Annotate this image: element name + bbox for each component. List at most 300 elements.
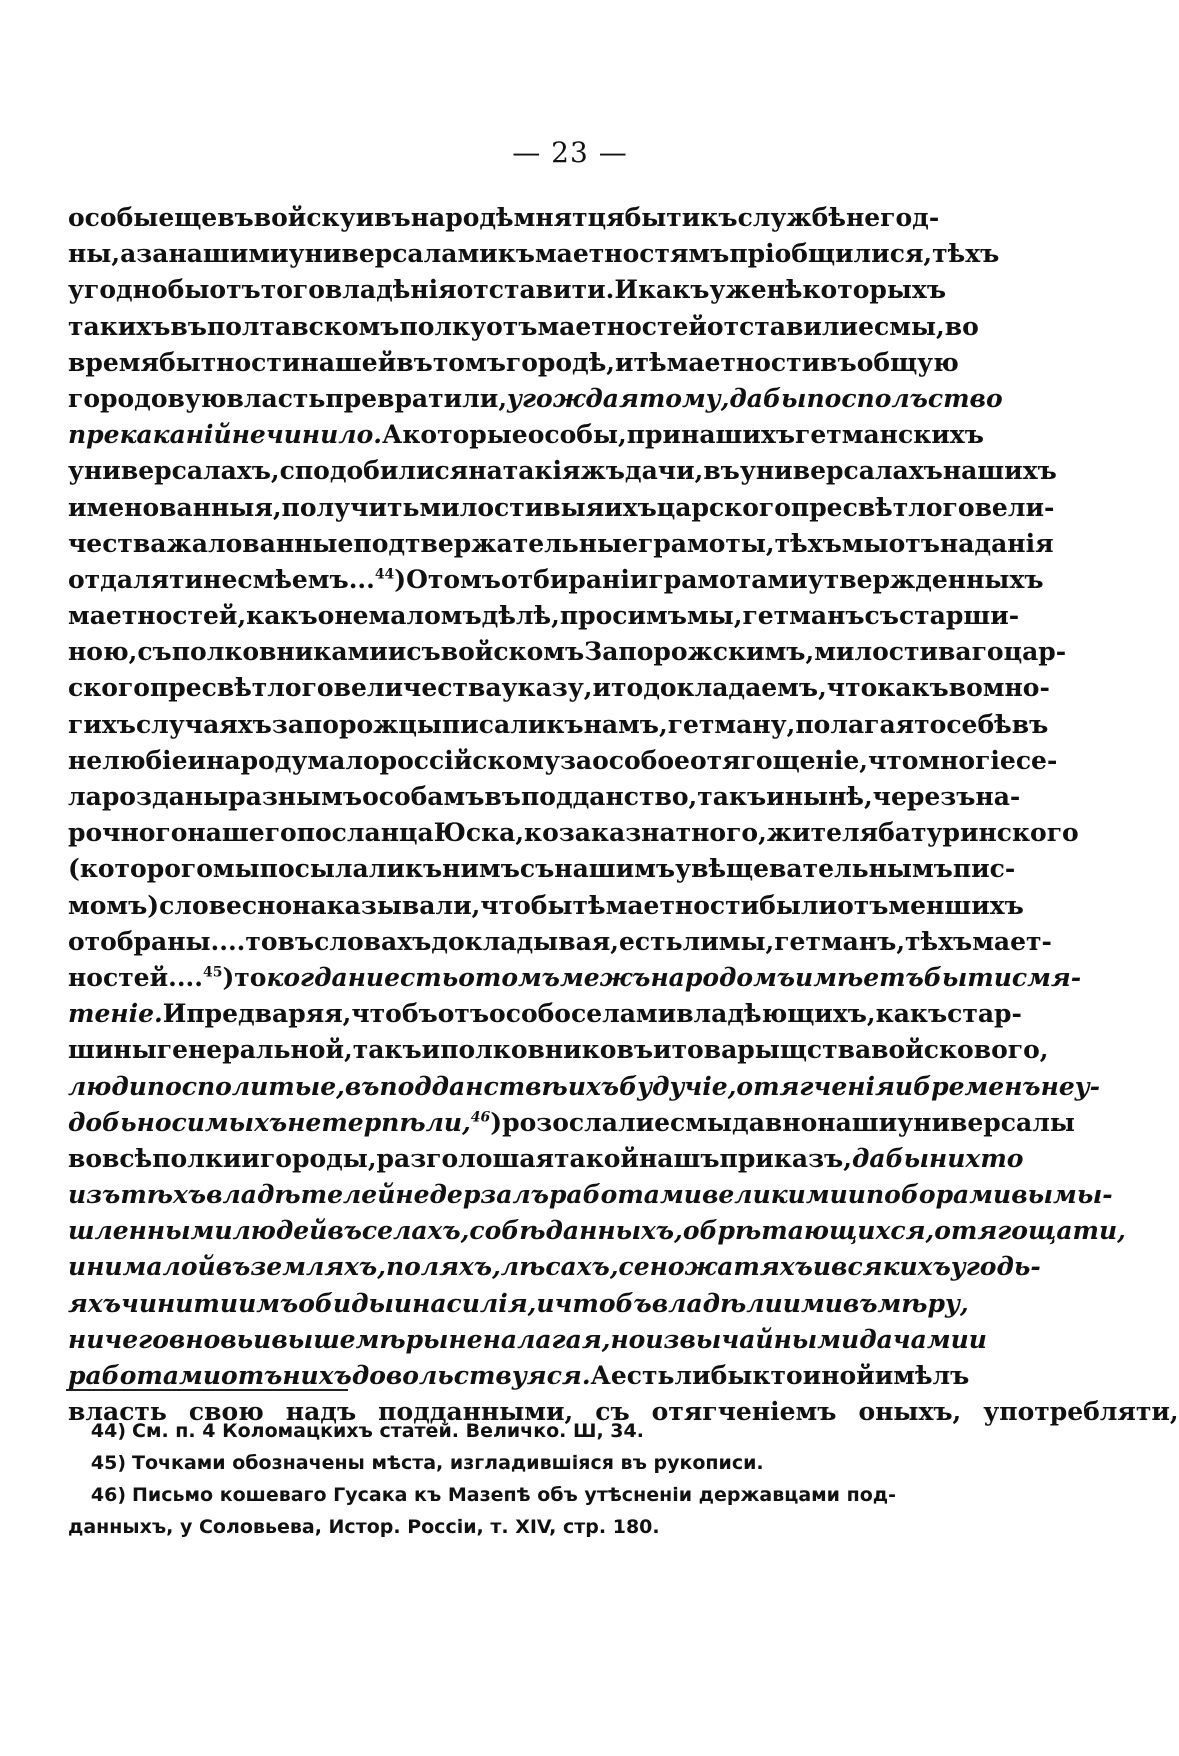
word-text: подданство, <box>520 782 698 811</box>
word-text: съ <box>137 637 172 667</box>
word-text: и <box>812 1252 832 1282</box>
word <box>68 1322 169 1358</box>
word <box>298 1286 394 1322</box>
word-text: владѣли <box>651 1288 783 1318</box>
word <box>700 200 737 236</box>
text-line <box>68 345 959 381</box>
word-text: городовую <box>68 383 227 413</box>
word-text: обиды <box>298 1288 394 1318</box>
word <box>458 960 475 996</box>
word-text: народу <box>206 745 308 775</box>
word <box>158 200 217 236</box>
word <box>775 526 842 562</box>
word-text: и <box>387 637 407 667</box>
word <box>560 960 651 996</box>
word <box>507 381 639 417</box>
footnote-ref[interactable]: 46 <box>470 1109 491 1126</box>
word <box>356 1322 449 1358</box>
word <box>266 960 347 996</box>
word <box>68 960 222 996</box>
word-text: войску <box>253 203 356 232</box>
word-text: съ <box>595 1397 630 1427</box>
footnote-line <box>68 1511 898 1543</box>
word-text: увѣщевательнымъ <box>675 854 953 884</box>
word-text: извычайными <box>645 1324 860 1354</box>
word <box>475 960 560 996</box>
word-text: власть <box>226 383 326 413</box>
word-text: и <box>847 1180 866 1210</box>
word <box>546 1213 683 1249</box>
word <box>877 670 948 706</box>
word-text: жителя <box>766 818 879 848</box>
word <box>422 1032 441 1068</box>
word <box>846 200 880 236</box>
word-text: пресвѣтлого <box>149 673 334 703</box>
word-text: словахъ <box>314 926 432 956</box>
word <box>168 272 210 308</box>
word <box>619 1249 813 1285</box>
word <box>206 1177 395 1213</box>
word-text: полковниковъ <box>440 1035 654 1065</box>
word <box>399 309 486 345</box>
word <box>68 1141 102 1177</box>
word-text: въ <box>820 347 857 377</box>
word <box>634 345 667 381</box>
word-text: превратили, <box>325 383 508 413</box>
word <box>68 634 137 670</box>
word <box>795 960 924 996</box>
word <box>237 562 394 598</box>
word <box>592 743 690 779</box>
word-text: нашими <box>168 239 289 269</box>
footnote-number: 45) <box>90 1452 126 1474</box>
word <box>68 526 167 562</box>
word <box>68 743 188 779</box>
word-text: подтвержательные <box>353 528 638 558</box>
word-text: и <box>653 1035 672 1065</box>
word-text: и <box>253 1324 272 1354</box>
word <box>314 924 431 960</box>
word-text: въ <box>277 926 315 956</box>
word <box>300 345 396 381</box>
word-text: тѣхъ <box>905 926 973 956</box>
text-line <box>68 888 1024 924</box>
word <box>68 924 245 960</box>
word <box>68 779 102 815</box>
footnote-text: Письмо кошеваго Гусака къ Мазепѣ объ утѣсненіи державцами под- <box>132 1484 897 1506</box>
word <box>865 598 899 634</box>
word-text: дабы <box>851 1143 930 1173</box>
word <box>266 417 382 453</box>
word <box>848 1177 866 1213</box>
word <box>975 490 1055 526</box>
word-text: не <box>845 203 881 232</box>
word-text: И <box>614 275 638 305</box>
word-text: народомъ <box>650 962 796 992</box>
word-text: на <box>468 456 503 486</box>
word-text: сподобилися <box>279 456 469 486</box>
word-text: такія <box>502 456 581 486</box>
word-text: въ <box>396 347 433 377</box>
word <box>703 453 740 489</box>
word-text: универсалы <box>897 1107 1075 1137</box>
text-line <box>68 924 1052 960</box>
word-text: употребляти, <box>983 1397 1179 1427</box>
word-text: власть <box>68 1397 167 1427</box>
word-text: маетностямъ <box>534 239 730 269</box>
word-text: отягощати, <box>934 1216 1126 1246</box>
word <box>506 345 615 381</box>
word <box>720 1141 852 1177</box>
text-line <box>68 417 984 453</box>
word <box>321 1105 490 1141</box>
word-text: бытности <box>158 347 301 377</box>
word <box>638 272 709 308</box>
word <box>852 1141 929 1177</box>
word <box>878 1286 969 1322</box>
word-text: и <box>355 203 375 232</box>
word-text: ихъ <box>567 1071 620 1101</box>
word-text: вели- <box>974 492 1055 522</box>
word-text: ими <box>782 1288 843 1318</box>
word-text: мает- <box>972 926 1052 956</box>
word <box>395 1177 429 1213</box>
word-text: отягощеніе, <box>689 745 868 775</box>
word <box>949 670 983 706</box>
text-line <box>68 309 979 345</box>
word-text: имѣетъ <box>795 962 924 992</box>
word <box>157 1032 353 1068</box>
word <box>213 851 260 887</box>
footnote-text: данныхъ, у Соловьева, Истор. Россіи, т. XIV, стр. 180. <box>68 1516 660 1538</box>
word <box>681 417 795 453</box>
word <box>351 996 437 1032</box>
word <box>929 1141 1023 1177</box>
word <box>121 1286 238 1322</box>
footnote-line <box>68 1479 898 1511</box>
word <box>245 924 277 960</box>
word <box>396 345 433 381</box>
word <box>943 453 1057 489</box>
word-text: особы, <box>527 420 627 450</box>
word <box>228 779 362 815</box>
word <box>946 707 1011 743</box>
word-text: томъ <box>427 564 501 594</box>
word <box>394 1286 412 1322</box>
word-text: гетманъ, <box>774 926 906 956</box>
text-line <box>68 562 1044 598</box>
word <box>873 779 976 815</box>
word-text: чинити <box>120 1288 239 1318</box>
word-text: что <box>867 745 919 775</box>
word <box>625 453 703 489</box>
word <box>932 236 999 272</box>
word <box>442 851 520 887</box>
word-text: ною, <box>68 637 138 667</box>
word <box>537 309 706 345</box>
word-text: отъ <box>221 1361 283 1390</box>
word-text: быти <box>923 962 1012 992</box>
word <box>606 888 760 924</box>
word <box>68 200 158 236</box>
word-text: нихъ <box>282 1361 352 1390</box>
word <box>653 1032 672 1068</box>
word <box>783 1286 843 1322</box>
word <box>374 200 411 236</box>
word <box>707 309 858 345</box>
footnotes <box>68 1415 898 1543</box>
word-text: отъ <box>437 999 490 1029</box>
word-text: наказывали, <box>292 890 481 920</box>
text-line <box>68 1069 1101 1105</box>
word <box>282 490 420 526</box>
word <box>68 1105 137 1141</box>
word-text: ) <box>490 1107 503 1137</box>
word-text: при <box>626 420 682 450</box>
word <box>625 200 701 236</box>
text-line <box>68 598 1020 634</box>
word <box>843 1286 878 1322</box>
word <box>683 924 719 960</box>
word-text: то <box>234 962 267 992</box>
text-line <box>68 670 1050 706</box>
word-text: лѣсахъ, <box>500 1252 619 1282</box>
word-text: нашей <box>300 347 397 377</box>
word <box>528 417 627 453</box>
word-text: въ <box>374 203 411 232</box>
word <box>261 272 325 308</box>
word-text: чтобы <box>480 890 573 920</box>
word-text: мы, <box>686 601 743 631</box>
word <box>412 1286 536 1322</box>
word <box>584 707 668 743</box>
word <box>795 707 914 743</box>
word-text: полтавскомъ <box>206 311 400 341</box>
text-line <box>68 236 1000 272</box>
word <box>431 924 619 960</box>
word-text: есмы <box>654 1107 733 1137</box>
word-text: особамъ <box>362 782 485 811</box>
text-line <box>68 1322 987 1358</box>
word-text: есмы, <box>858 311 945 341</box>
word <box>842 526 889 562</box>
text-line <box>68 200 940 236</box>
word-text: а <box>120 239 137 269</box>
word-text: работами <box>68 1361 222 1390</box>
word-text: нынѣ, <box>784 782 873 811</box>
word-text: писали <box>441 709 547 739</box>
word-text: мы, <box>718 926 775 956</box>
footnote-line <box>68 1447 898 1479</box>
word-text: посылали <box>259 854 405 884</box>
word-text: цар- <box>1003 637 1067 667</box>
word-text: о <box>458 962 475 992</box>
word-text: мнятця <box>513 203 625 232</box>
word <box>469 1213 545 1249</box>
word <box>813 1249 831 1285</box>
word <box>866 1177 1011 1213</box>
word-text: есть <box>618 926 683 956</box>
word <box>913 1069 1041 1105</box>
word-text: И <box>162 999 187 1029</box>
word <box>68 236 120 272</box>
word <box>433 345 506 381</box>
word <box>876 996 947 1032</box>
word <box>388 634 407 670</box>
word <box>206 743 307 779</box>
text-line <box>68 1249 1041 1285</box>
word-text: работами <box>548 1180 702 1210</box>
word-text: то <box>245 926 278 956</box>
word <box>549 1177 702 1213</box>
word <box>227 381 326 417</box>
word-text: не <box>395 1180 430 1210</box>
word <box>947 996 1022 1032</box>
word <box>384 960 458 996</box>
word-text: жалованные <box>166 528 354 558</box>
word <box>68 1286 121 1322</box>
word <box>484 779 521 815</box>
text-line <box>68 1141 1024 1177</box>
word <box>711 1358 753 1394</box>
word-text: мѣры <box>355 1324 449 1354</box>
word <box>356 200 375 236</box>
word <box>657 490 791 526</box>
word <box>676 996 875 1032</box>
word-text: полагая <box>795 709 915 739</box>
word-text: милостивыя <box>419 492 605 522</box>
word-text: всѣ <box>102 1143 153 1173</box>
word <box>975 779 1020 815</box>
word <box>814 634 1003 670</box>
word <box>546 707 583 743</box>
word <box>774 924 905 960</box>
word-text: предваряя, <box>186 999 352 1029</box>
text-line <box>68 272 947 308</box>
word-text: ны, <box>68 239 121 269</box>
word-text: О <box>406 564 428 594</box>
text-line <box>68 707 1049 743</box>
word <box>554 851 675 887</box>
word <box>68 1249 86 1285</box>
word <box>348 960 384 996</box>
word <box>1012 707 1049 743</box>
word <box>278 924 315 960</box>
word <box>353 1032 422 1068</box>
word-text: ни <box>347 962 385 992</box>
word <box>440 1032 653 1068</box>
word-text: и <box>393 1288 413 1318</box>
word <box>837 888 888 924</box>
footnote-ref[interactable]: 44 <box>374 566 395 583</box>
word <box>767 272 946 308</box>
word-text: полку <box>399 311 487 341</box>
word <box>353 526 638 562</box>
word-text: случаяхъ <box>135 709 272 739</box>
word <box>232 417 266 453</box>
word <box>580 453 624 489</box>
word-text: нашъ <box>638 1143 720 1173</box>
word <box>650 960 795 996</box>
word <box>648 562 807 598</box>
word <box>934 1213 1126 1249</box>
footnote-ref[interactable]: 45 <box>202 964 223 981</box>
word <box>535 236 729 272</box>
word <box>742 598 864 634</box>
word <box>334 598 368 634</box>
word <box>287 1105 321 1141</box>
word-text: А <box>590 1361 611 1390</box>
word-text: сеножатяхъ <box>618 1252 813 1282</box>
word-text: и <box>614 347 634 377</box>
word-text: городѣ, <box>505 347 615 377</box>
word-text: универсалами <box>288 239 498 269</box>
text-line <box>68 381 1003 417</box>
text-line <box>68 1032 1049 1068</box>
word-text: общую <box>856 347 959 377</box>
word-text: съ <box>406 637 441 667</box>
word-text: отъ <box>209 275 261 305</box>
word-text: подданствѣ <box>379 1071 568 1101</box>
word-text: отягченія <box>736 1071 895 1101</box>
word <box>362 1213 469 1249</box>
word-text: въ <box>1011 709 1049 739</box>
word <box>352 1358 591 1394</box>
word-text: время <box>68 347 159 377</box>
word <box>405 851 442 887</box>
word-text: год- <box>880 203 940 232</box>
word <box>163 996 187 1032</box>
word-text: се- <box>1015 745 1058 775</box>
word <box>1004 634 1067 670</box>
word-text: собѣ <box>469 1216 546 1246</box>
word-text: всякихъ <box>831 1252 951 1282</box>
word-text: поляхъ, <box>385 1252 501 1282</box>
word <box>983 1394 1178 1430</box>
text-line <box>68 1105 1075 1141</box>
word <box>250 1249 386 1285</box>
word-text: къ <box>700 203 738 232</box>
word-text: грамоты, <box>637 528 775 558</box>
word-text: гетманъ <box>742 601 865 631</box>
word <box>307 743 560 779</box>
word <box>68 490 282 526</box>
word-text: смѣемъ... <box>237 564 375 594</box>
footnote-number: 46) <box>90 1484 126 1506</box>
word <box>379 1069 567 1105</box>
word <box>615 345 634 381</box>
word-text: ского <box>68 673 150 703</box>
word <box>560 598 687 634</box>
word <box>520 851 554 887</box>
word-text: полки <box>152 1143 242 1173</box>
word-text: особы <box>68 203 159 232</box>
text-line <box>68 779 1021 815</box>
word-text: не <box>448 1324 483 1354</box>
word-text: которые <box>402 420 528 450</box>
footnote-number: 44) <box>90 1420 126 1442</box>
word <box>736 1069 894 1105</box>
word-text: пріобщилися, <box>729 239 933 269</box>
word-text: дачи, <box>624 456 704 486</box>
word-text: наданія <box>939 528 1054 558</box>
word <box>683 1213 934 1249</box>
word <box>857 345 959 381</box>
word-text: смя- <box>1011 962 1082 992</box>
text-line <box>68 490 1055 526</box>
word-text: батуринского <box>878 818 1079 848</box>
word <box>554 1141 639 1177</box>
